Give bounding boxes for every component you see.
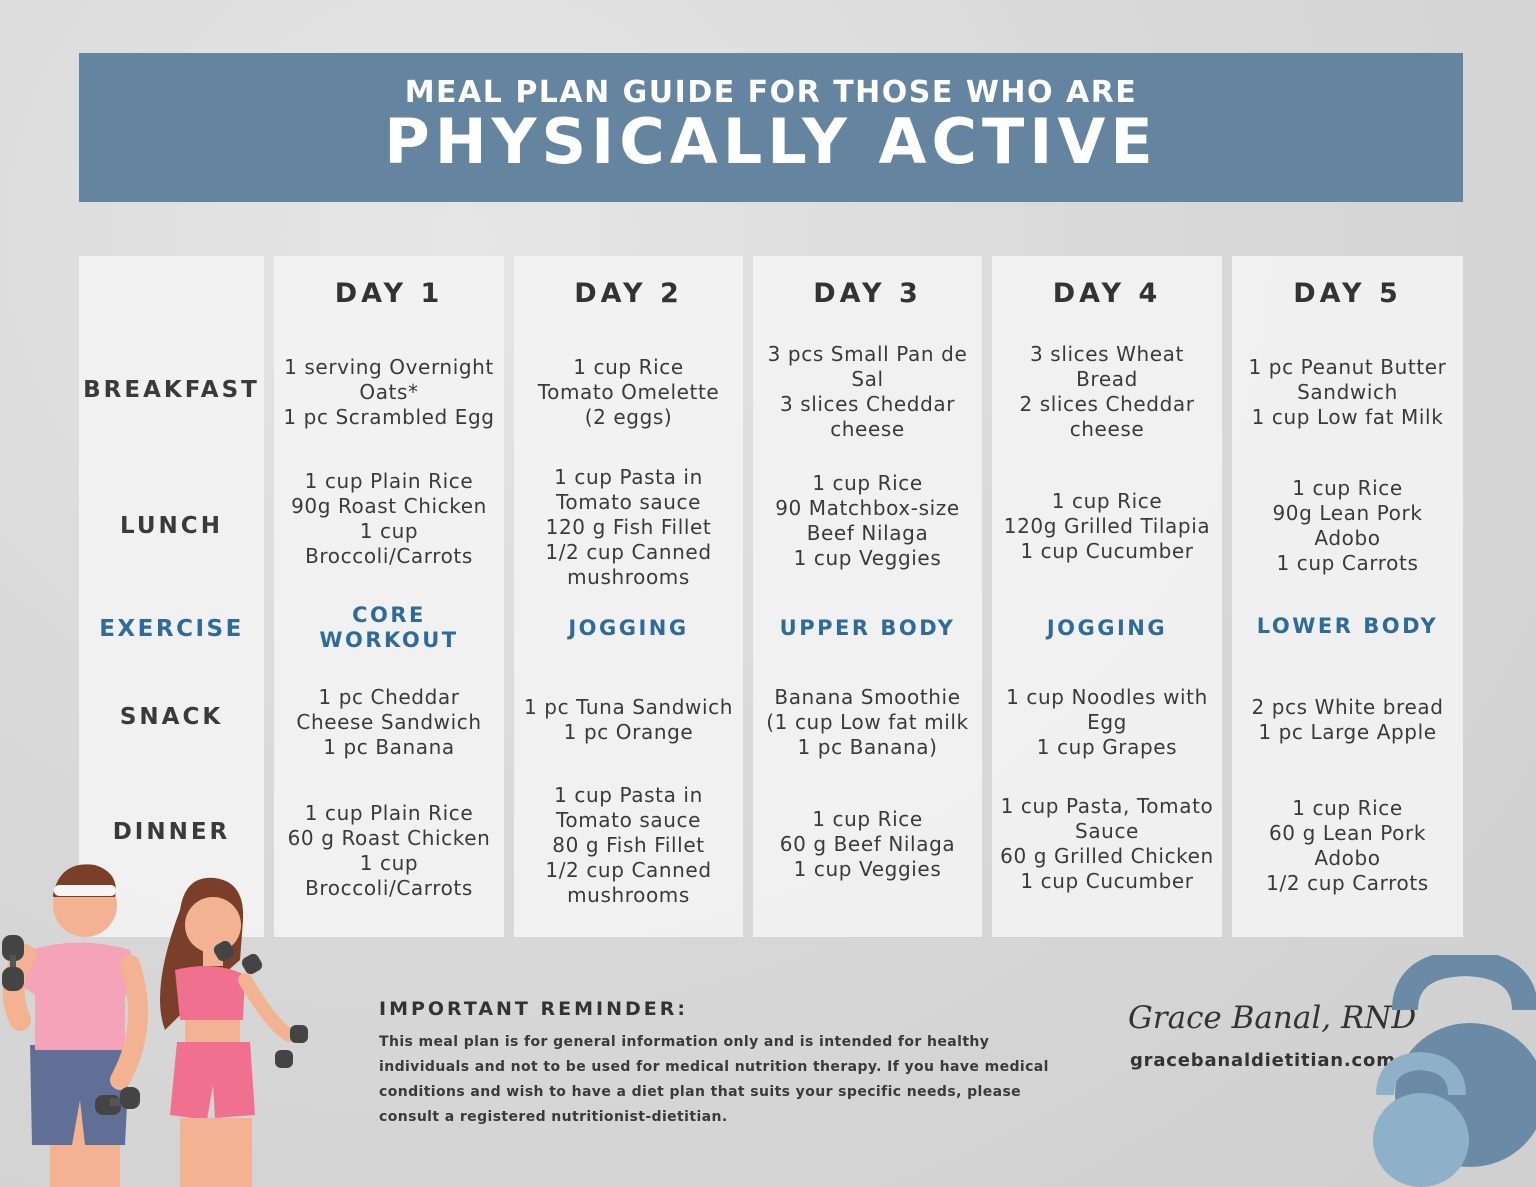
woman-exercising-illustration <box>145 870 320 1187</box>
author-website[interactable]: gracebanaldietitian.com <box>1130 1050 1396 1071</box>
dinner-cell: 1 cup Plain Rice 60 g Roast Chicken 1 cup Broccoli/Carrots <box>287 801 491 900</box>
dinner-cell: 1 cup Rice 60 g Beef Nilaga 1 cup Veggies <box>779 806 956 881</box>
snack-cell: 2 pcs White bread 1 pc Large Apple <box>1251 695 1444 744</box>
breakfast-cell: 1 serving Overnight Oats* 1 pc Scrambled Egg <box>283 354 495 429</box>
day-column-3 <box>753 256 982 937</box>
label-breakfast: BREAKFAST <box>83 377 260 403</box>
reminder-text: This meal plan is for general information only and is intended for healthy individuals and not to be used for medical nutrition therapy. If you have medical conditions and wish to have a diet plan that suits your specific needs, please consult a registered nutritionist-dietitian. <box>379 1034 1049 1125</box>
woman-top <box>175 966 245 1020</box>
breakfast-cell: 3 pcs Small Pan de Sal 3 slices Cheddar cheese <box>767 342 968 441</box>
lunch-cell: 1 cup Plain Rice 90g Roast Chicken 1 cup Broccoli/Carrots <box>291 469 487 568</box>
exercise-cell: UPPER BODY <box>779 615 956 640</box>
lunch-cell: 1 cup Rice 120g Grilled Tilapia 1 cup Cucumber <box>1003 488 1211 563</box>
man-shirt <box>20 943 140 1051</box>
snack-cell: Banana Smoothie (1 cup Low fat milk 1 pc Banana) <box>766 684 969 759</box>
header-title: PHYSICALLY ACTIVE <box>384 105 1158 178</box>
label-exercise: EXERCISE <box>99 616 244 642</box>
day-column-5 <box>1232 256 1463 937</box>
day-column-2 <box>514 256 743 937</box>
lunch-cell: 1 cup Rice 90 Matchbox-size Beef Nilaga 1 cup Veggies <box>775 471 960 570</box>
woman-shorts <box>170 1042 255 1120</box>
kettlebell-illustration <box>1365 955 1536 1187</box>
day-column-1 <box>274 256 504 937</box>
day-title: DAY 2 <box>574 278 683 309</box>
lunch-cell: 1 cup Pasta in Tomato sauce 120 g Fish Fillet 1/2 cup Canned mushrooms <box>545 464 712 589</box>
breakfast-cell: 1 cup Rice Tomato Omelette (2 eggs) <box>537 354 720 429</box>
header-banner <box>79 53 1463 202</box>
exercise-cell: CORE WORKOUT <box>319 603 459 652</box>
label-snack: SNACK <box>119 704 224 730</box>
label-dinner: DINNER <box>112 819 231 845</box>
day-title: DAY 1 <box>334 278 444 309</box>
woman-right-arm <box>245 980 290 1035</box>
snack-cell: 1 pc Tuna Sandwich 1 pc Orange <box>524 695 733 744</box>
man-headband <box>54 885 116 896</box>
label-lunch: LUNCH <box>120 513 223 539</box>
day-title: DAY 5 <box>1293 278 1402 309</box>
snack-cell: 1 cup Noodles with Egg 1 cup Grapes <box>1006 684 1208 759</box>
day-title: DAY 3 <box>813 278 922 309</box>
row-label-column <box>79 256 264 937</box>
dinner-cell: 1 cup Pasta, Tomato Sauce 60 g Grilled Chicken 1 cup Cucumber <box>1000 794 1214 893</box>
breakfast-cell: 1 pc Peanut Butter Sandwich 1 cup Low fat Milk <box>1248 354 1447 429</box>
exercise-cell: JOGGING <box>568 615 689 640</box>
dinner-cell: 1 cup Rice 60 g Lean Pork Adobo 1/2 cup Carrots <box>1266 796 1429 895</box>
lunch-cell: 1 cup Rice 90g Lean Pork Adobo 1 cup Carrots <box>1272 476 1423 575</box>
header-subtitle: MEAL PLAN GUIDE FOR THOSE WHO ARE <box>404 75 1138 110</box>
woman-legs <box>180 1118 252 1187</box>
dinner-cell: 1 cup Pasta in Tomato sauce 80 g Fish Fillet 1/2 cup Canned mushrooms <box>545 782 712 907</box>
exercise-cell: JOGGING <box>1046 615 1168 640</box>
woman-waist <box>185 1020 240 1045</box>
breakfast-cell: 3 slices Wheat Bread 2 slices Cheddar cheese <box>1019 342 1195 441</box>
author-signature: Grace Banal, RND <box>1128 1000 1417 1036</box>
reminder-title: IMPORTANT REMINDER: <box>379 998 688 1020</box>
exercise-cell: LOWER BODY <box>1256 613 1439 638</box>
day-column-4 <box>992 256 1222 937</box>
snack-cell: 1 pc Cheddar Cheese Sandwich 1 pc Banana <box>296 684 482 759</box>
woman-head <box>185 897 241 953</box>
man-exercising-illustration <box>0 855 160 1187</box>
day-title: DAY 4 <box>1052 278 1162 309</box>
